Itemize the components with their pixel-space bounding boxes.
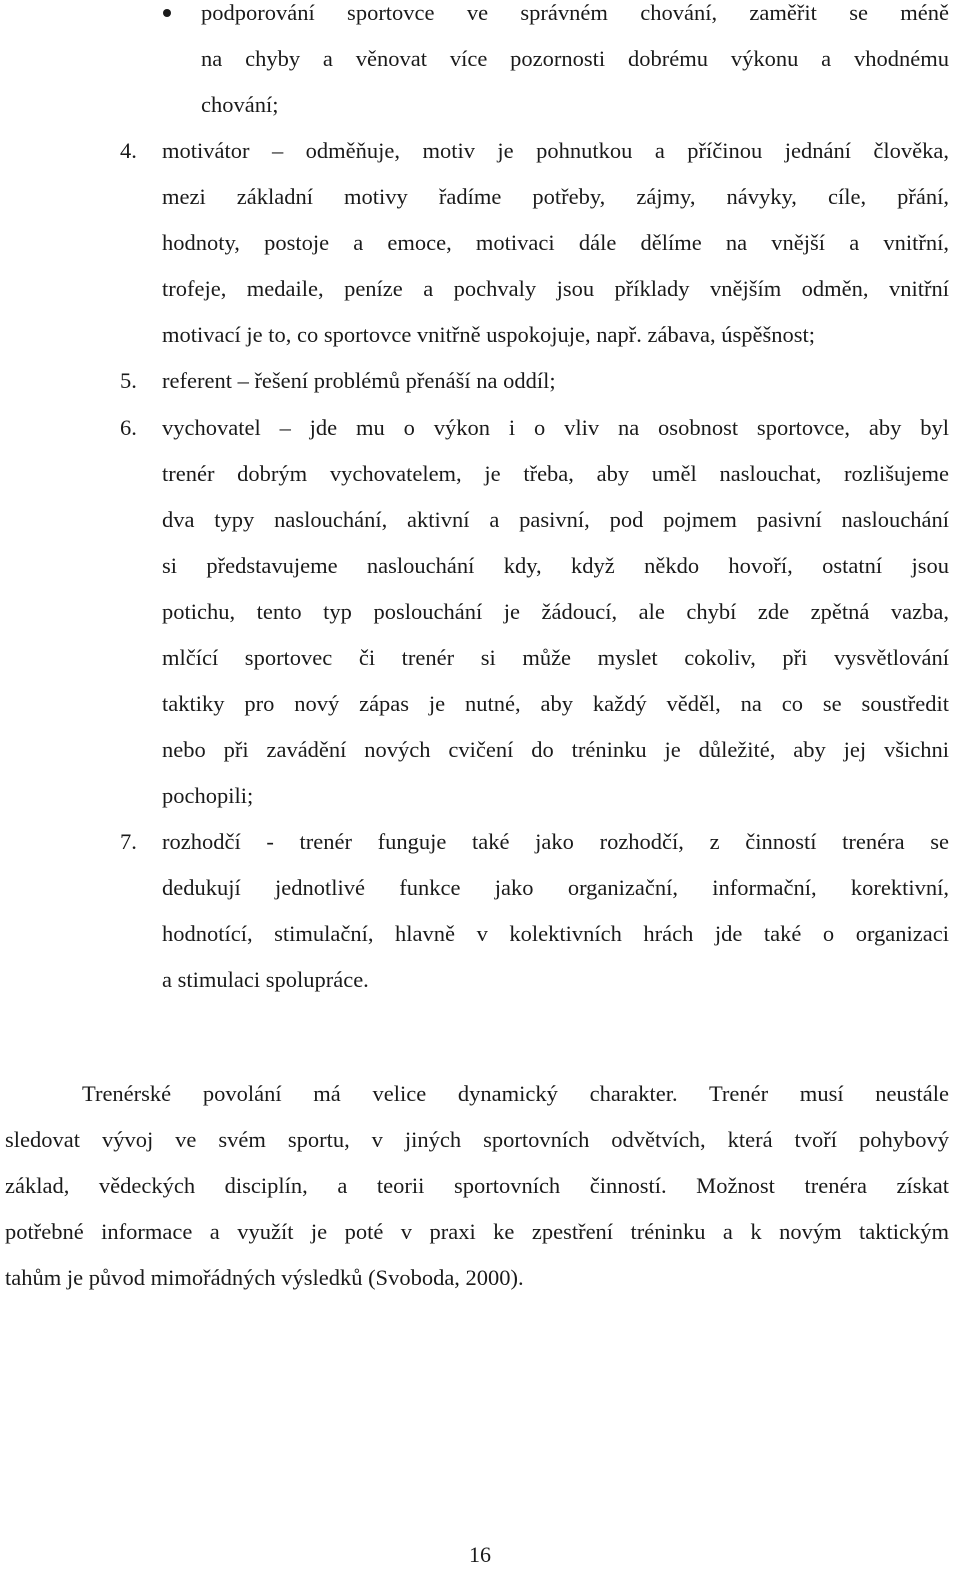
list-item-line: potichu, tento typ poslouchání je žádoucí, ale chybí zde zpětná vazba, bbox=[162, 599, 949, 624]
list-item-line: si představujeme naslouchání kdy, když někdo hovoří, ostatní jsou bbox=[162, 553, 949, 578]
list-item-line: pochopili; bbox=[162, 783, 254, 808]
bullet-item-line: podporování sportovce ve správném chování, zaměřit se méně bbox=[201, 0, 949, 25]
list-item-line: dva typy naslouchání, aktivní a pasivní, pod pojmem pasivní naslouchání bbox=[162, 507, 949, 532]
list-item-line: hodnoty, postoje a emoce, motivaci dále dělíme na vnější a vnitřní, bbox=[162, 230, 949, 255]
list-item-line: mezi základní motivy řadíme potřeby, zájmy, návyky, cíle, přání, bbox=[162, 184, 949, 209]
list-item-line: vychovatel – jde mu o výkon i o vliv na osobnost sportovce, aby byl bbox=[162, 415, 949, 440]
page-number: 16 bbox=[469, 1542, 491, 1567]
list-item-line: hodnotící, stimulační, hlavně v kolektivních hrách jde také o organizaci bbox=[162, 921, 949, 946]
list-item-line: trenér dobrým vychovatelem, je třeba, aby uměl naslouchat, rozlišujeme bbox=[162, 461, 949, 486]
list-item-number: 5. bbox=[120, 368, 137, 393]
list-item-line: motivátor – odměňuje, motiv je pohnutkou a příčinou jednání člověka, bbox=[162, 138, 949, 163]
list-item-number: 7. bbox=[120, 829, 137, 854]
list-item-line: rozhodčí - trenér funguje také jako rozhodčí, z činností trenéra se bbox=[162, 829, 949, 854]
list-item-line: a stimulaci spolupráce. bbox=[162, 967, 369, 992]
paragraph-line: tahům je původ mimořádných výsledků (Svoboda, 2000). bbox=[5, 1265, 524, 1290]
list-item-number: 6. bbox=[120, 415, 137, 440]
paragraph-line: potřebné informace a využít je poté v praxi ke zpestření tréninku a k novým taktickým bbox=[5, 1219, 949, 1244]
paragraph-line: sledovat vývoj ve svém sportu, v jiných sportovních odvětvích, která tvoří pohybový bbox=[5, 1127, 949, 1152]
bullet-item-line: chování; bbox=[201, 92, 279, 117]
paragraph-line: základ, vědeckých disciplín, a teorii sportovních činností. Možnost trenéra získat bbox=[5, 1173, 949, 1198]
list-item-line: motivací je to, co sportovce vnitřně uspokojuje, např. zábava, úspěšnost; bbox=[162, 322, 815, 347]
list-item-line: nebo při zavádění nových cvičení do tréninku je důležité, aby jej všichni bbox=[162, 737, 949, 762]
bullet-item-line: na chyby a věnovat více pozornosti dobrému výkonu a vhodnému bbox=[201, 46, 949, 71]
list-item-number: 4. bbox=[120, 138, 137, 163]
list-item-line: trofeje, medaile, peníze a pochvaly jsou příklady vnějším odměn, vnitřní bbox=[162, 276, 949, 301]
list-item-line: mlčící sportovec či trenér si může myslet cokoliv, při vysvětlování bbox=[162, 645, 949, 670]
list-item-line: referent – řešení problémů přenáší na oddíl; bbox=[162, 368, 556, 393]
paragraph-line: Trenérské povolání má velice dynamický charakter. Trenér musí neustále bbox=[82, 1081, 949, 1106]
list-item-line: taktiky pro nový zápas je nutné, aby každý věděl, na co se soustředit bbox=[162, 691, 949, 716]
list-item-line: dedukují jednotlivé funkce jako organizační, informační, korektivní, bbox=[162, 875, 949, 900]
